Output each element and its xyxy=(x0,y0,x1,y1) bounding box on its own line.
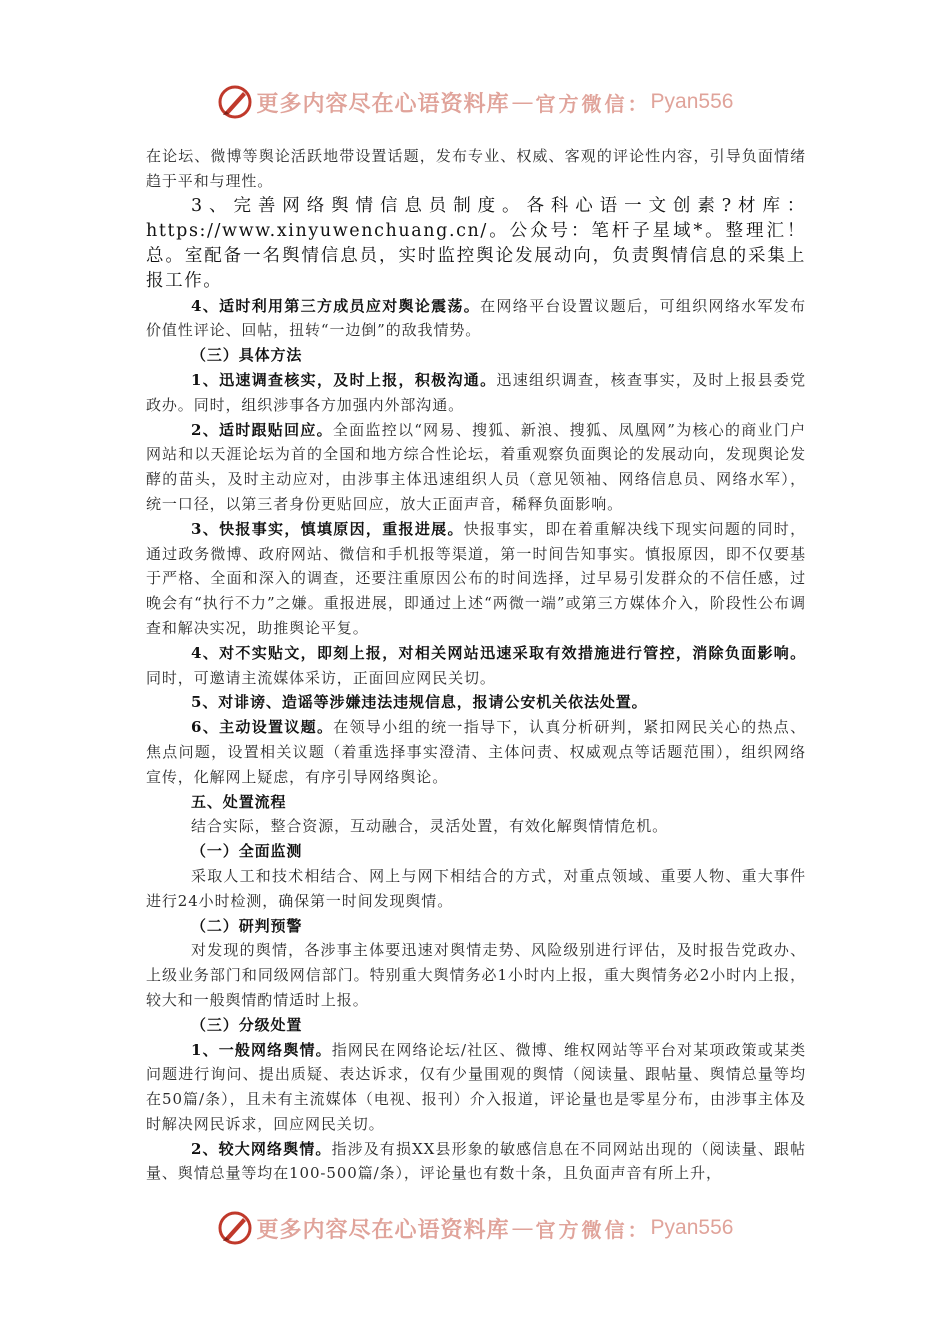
paragraph-text: 同时，可邀请主流媒体采访，正面回应网民关切。 xyxy=(146,668,496,687)
banner-separator: — xyxy=(511,1215,534,1241)
banner-text: 更多内容尽在心语资料库 xyxy=(256,1216,510,1243)
banner-label: 官方微信： xyxy=(535,91,651,116)
paragraph-text: 在网络平台设置议题后，可组织网络水军发布价值性评论、回帖，扭转“一边倒”的敌我情势。 xyxy=(146,296,806,340)
paragraph: 5、对诽谤、造谣等涉嫌违法违规信息，报请公安机关依法处置。 xyxy=(191,693,648,712)
paragraph xyxy=(146,294,806,344)
paragraph-lead: 2、适时跟贴回应。 xyxy=(191,420,333,439)
document-body xyxy=(146,144,806,1186)
paragraph-lead: 2、较大网络舆情。 xyxy=(191,1139,332,1158)
paragraph xyxy=(146,715,806,789)
paragraph-text: 迅速组织调查，核查事实，及时上报县委党政办。同时，组织涉事各方加强内外部沟通。 xyxy=(146,370,806,414)
paragraph: 在论坛、微博等舆论活跃地带设置话题，发布专业、权威、客观的评论性内容，引导负面情绪趋于平和与理性。 xyxy=(146,147,806,190)
banner-wechat-id: Pyan556 xyxy=(650,90,734,113)
paragraph-text: 快报事实，即在着重解决线下现实问题的同时，通过政务微博、政府网站、微信和手机报等渠道，第一时间告知事实。慎报原因，即不仅要基于严格、全面和深入的调查，还要注重原因公布的时间选择，过早易引发群众的不信任感，过晚会有“执行不力”之嫌。重报进展，即通过上述“两微一端”或第三方媒体介入，阶段性公布调查和解决实况，助推舆论平复。 xyxy=(146,519,806,637)
paragraph-lead: 6、主动设置议题。 xyxy=(191,718,334,737)
paragraph-lead: 1、迅速调查核实，及时上报，积极沟通。 xyxy=(191,370,497,389)
paragraph: 结合实际，整合资源，互动融合，灵活处置，有效化解舆情情危机。 xyxy=(191,817,669,836)
paragraph-lead: 4、适时利用第三方成员应对舆论震荡。 xyxy=(191,296,481,315)
banner-separator: — xyxy=(511,89,534,115)
banner-label: 官方微信： xyxy=(535,1217,651,1242)
section-heading: （三）具体方法 xyxy=(191,346,303,365)
paragraph xyxy=(146,418,806,517)
section-heading: （三）分级处置 xyxy=(191,1015,303,1034)
banner-text: 更多内容尽在心语资料库 xyxy=(256,90,510,117)
banner-wechat-id: Pyan556 xyxy=(650,1216,734,1239)
paragraph-lead: 4、对不实贴文，即刻上报，对相关网站迅速采取有效措施进行管控，消除负面影响。 xyxy=(191,643,806,662)
watermark-banner-bottom xyxy=(0,1208,950,1248)
section-heading: （一）全面监测 xyxy=(191,842,303,861)
paragraph-text: 在领导小组的统一指导下，认真分析研判，紧扣网民关心的热点、焦点问题，设置相关议题（着重选择事实澄清、主体问责、权威观点等话题范围），组织网络宣传，化解网上疑虑，有序引导网络舆论。 xyxy=(146,718,806,786)
paragraph xyxy=(146,1038,806,1137)
paragraph-text: 指网民在网络论坛/社区、微博、维权网站等平台对某项政策或某类问题进行询问、提出质疑、表达诉求，仅有少量围观的舆情（阅读量、跟帖量、舆情总量等均在50篇/条），且未有主流媒体（电视、报刊）介入报道，评论量也是零星分布，由涉事主体及时解决网民诉求，回应网民关切。 xyxy=(146,1040,806,1133)
paragraph-text: 全面监控以“网易、搜狐、新浪、搜狐、凤凰网”为核心的商业门户网站和以天涯论坛为首的全国和地方综合性论坛，着重观察负面舆论的发展动向，发现舆论发酵的苗头，及时主动应对，由涉事主体迅速组织人员（意见领袖、网络信息员、网络水军），统一口径，以第三者身份更贴回应，放大正面声音，稀释负面影响。 xyxy=(146,420,806,513)
paragraph: 3、完善网络舆情信息员制度。各科心语一文创素?材库：https://www.xinyuwenchuang.cn/。公众号：笔杆子星域*。整理汇！总。室配备一名舆情信息员，实时监控舆论发展动向，负责舆情信息的采集上报工作。 xyxy=(146,195,806,291)
paragraph xyxy=(146,1137,806,1187)
paragraph-lead: 3、快报事实，慎填原因，重报进展。 xyxy=(191,519,464,538)
paragraph-text: 指涉及有损XX县形象的敏感信息在不同网站出现的（阅读量、跟帖量、舆情总量等均在100-500篇/条），评论量也有数十条，且负面声音有所上升， xyxy=(146,1139,806,1183)
section-heading: 五、处置流程 xyxy=(191,792,287,811)
paragraph: 对发现的舆情，各涉事主体要迅速对舆情走势、风险级别进行评估，及时报告党政办、上级业务部门和同级网信部门。特别重大舆情务必1小时内上报，重大舆情务必2小时内上报，较大和一般舆情酌情适时上报。 xyxy=(146,941,806,1009)
pen-logo-icon xyxy=(217,1210,253,1246)
section-heading: （二）研判预警 xyxy=(191,916,303,935)
paragraph xyxy=(146,641,806,691)
pen-logo-icon xyxy=(217,84,253,120)
watermark-banner-top xyxy=(0,82,950,122)
paragraph xyxy=(146,517,806,641)
paragraph: 采取人工和技术相结合、网上与网下相结合的方式，对重点领域、重要人物、重大事件进行24小时检测，确保第一时间发现舆情。 xyxy=(146,866,806,910)
paragraph-lead: 1、一般网络舆情。 xyxy=(191,1040,332,1059)
paragraph xyxy=(146,368,806,418)
